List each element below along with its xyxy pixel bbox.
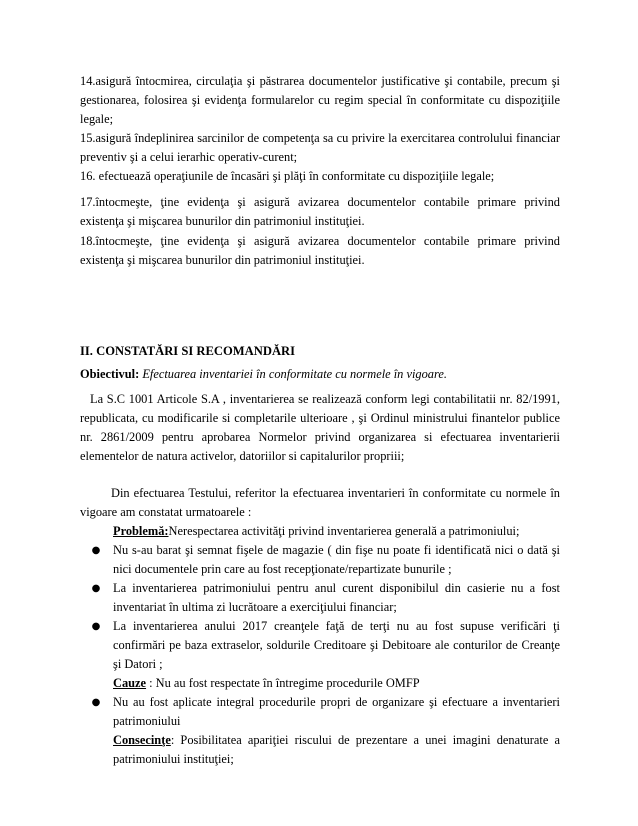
cause-text: : Nu au fost respectate în întregime procedurile OMFP [146,676,420,690]
finding-text-3: La inventarierea anului 2017 creanţele faţă de terţi nu au fost supuse verificări ţi confirmări pe baza extraselor, soldurile Creditoare şi Debitoare ale conturilor de Creanţe şi Datori ; [113,619,560,671]
cause-label: Cauze [113,676,147,690]
list-item [80,579,560,617]
list-item [80,693,560,731]
problem-label: Problemă: [113,524,169,538]
consequence-label: Consecinţe [113,733,171,747]
consequence-text: : Posibilitatea apariţiei riscului de prezentare a unei imagini denaturate a patrimoniului instituţiei; [113,733,560,766]
objective-line [80,365,560,384]
finding-text-4: Nu au fost aplicate integral procedurile propri de organizare şi efectuare a inventarieri patrimoniului [113,695,560,728]
duty-item-14: 14.asigură întocmirea, circulaţia şi păstrarea documentelor justificative şi contabile, precum şi gestionarea, folosirea şi evidenţa formularelor cu regim special în conformitate cu dispoziţiile legale; [80,74,560,126]
duty-item-16: 16. efectuează operaţiunile de încasări şi plăţi în conformitate cu dispoziţiile legale; [80,169,495,183]
cause-line [80,674,560,693]
findings-list [80,522,560,769]
section-heading: II. CONSTATĂRI SI RECOMANDĂRI [80,344,296,358]
problem-text: Nerespectarea activităţi privind inventarierea generală a patrimoniului; [168,524,520,538]
findings-intro: Din efectuarea Testului, referitor la efectuarea inventarieri în conformitate cu normele în vigoare am constatat urmatoarele : [80,486,560,519]
objective-text: Efectuarea inventariei în conformitate cu normele în vigoare. [142,367,447,381]
duty-item-17: 17.întocmeşte, ţine evidenţa şi asigură avizarea documentelor contabile primare privind existenţa şi mişcarea bunurilor din patrimoniul instituţiei. [80,195,560,228]
list-item [80,617,560,674]
finding-text-2: La inventarierea patrimoniului pentru anul curent disponibilul din casierie nu a fost inventariat în ultima zi lucrătoare a exerciţiului financiar; [113,581,560,614]
bullet-icon: ● [91,697,101,708]
duty-item-15: 15.asigură îndeplinirea sarcinilor de competenţa sa cu privire la exercitarea controlului financiar preventiv şi a celui ierarhic operativ-curent; [80,131,560,164]
bullet-icon: ● [91,621,101,632]
bullet-icon: ● [91,583,101,594]
objective-label: Obiectivul: [80,367,140,381]
consequence-line [80,731,560,769]
problem-line [80,522,560,541]
context-paragraph: La S.C 1001 Articole S.A , inventarierea se realizează conform legi contabilitatii nr. 82/1991, republicata, cu modificarile si completarile ulterioare , şi Ordinul ministrului finantelor publice nr. 2861/2009 pentru aprobarea Normelor privind organizarea si efectuarea inventarierii elementelor de natura activelor, datoriilor si capitalurilor propriii; [80,392,560,463]
bullet-icon: ● [91,545,101,556]
list-item [80,541,560,579]
finding-text-1: Nu s-au barat şi semnat fişele de magazie ( din fişe nu poate fi identificată nici o dată şi nici documentele prin care au fost recepţionate/repartizate bunurile ; [113,543,560,576]
duty-item-18: 18.întocmeşte, ţine evidenţa şi asigură avizarea documentelor contabile primare privind existenţa şi mişcarea bunurilor din patrimoniul instituţiei. [80,234,560,267]
